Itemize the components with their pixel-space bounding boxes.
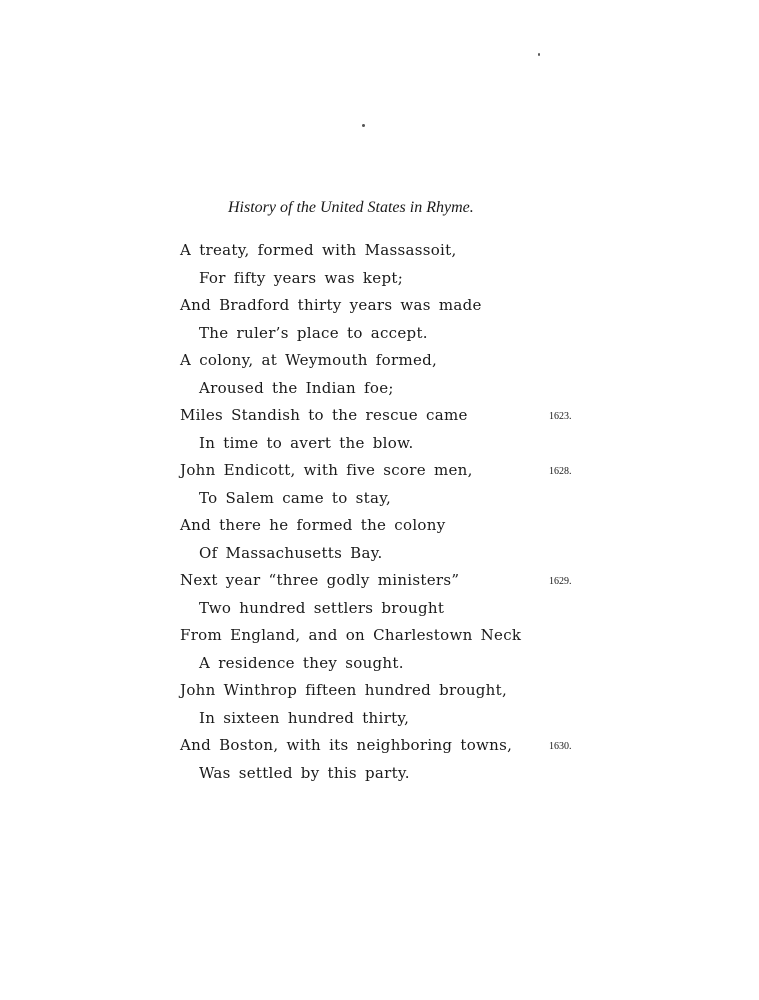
verse-line: And Bradford thirty years was made <box>180 296 482 314</box>
verse-line: To Salem came to stay, <box>199 488 392 507</box>
margin-year-note: 1629. <box>549 576 572 587</box>
verse-line: From England, and on Charlestown Neck <box>180 626 522 644</box>
verse-line: Miles Standish to the rescue came <box>180 406 468 424</box>
verse-line: And Boston, with its neighboring towns, <box>180 736 513 754</box>
page-title: History of the United States in Rhyme. <box>228 199 474 216</box>
verse-line: John Endicott, with five score men, <box>180 461 473 479</box>
verse-line: Was settled by this party. <box>199 763 410 782</box>
verse-line: A treaty, formed with Massassoit, <box>180 241 457 259</box>
margin-year-note: 1623. <box>549 411 572 422</box>
verse-line: Two hundred settlers brought <box>199 598 445 617</box>
margin-year-note: 1628. <box>549 466 572 477</box>
verse-line: Aroused the Indian foe; <box>199 378 394 397</box>
verse-line: The ruler’s place to accept. <box>199 323 428 342</box>
verse-line: John Winthrop fifteen hundred brought, <box>180 681 508 699</box>
verse-line: A colony, at Weymouth formed, <box>180 351 438 369</box>
verse-line: Of Massachusetts Bay. <box>199 543 383 562</box>
verse-line: In time to avert the blow. <box>199 433 414 452</box>
margin-year-note: 1630. <box>549 741 572 752</box>
verse-line: A residence they sought. <box>199 653 404 672</box>
verse-line: For fifty years was kept; <box>199 268 404 287</box>
verse-line: And there he formed the colony <box>180 516 446 534</box>
verse-line: Next year “three godly ministers” <box>180 571 460 589</box>
verse-line: In sixteen hundred thirty, <box>199 708 410 727</box>
